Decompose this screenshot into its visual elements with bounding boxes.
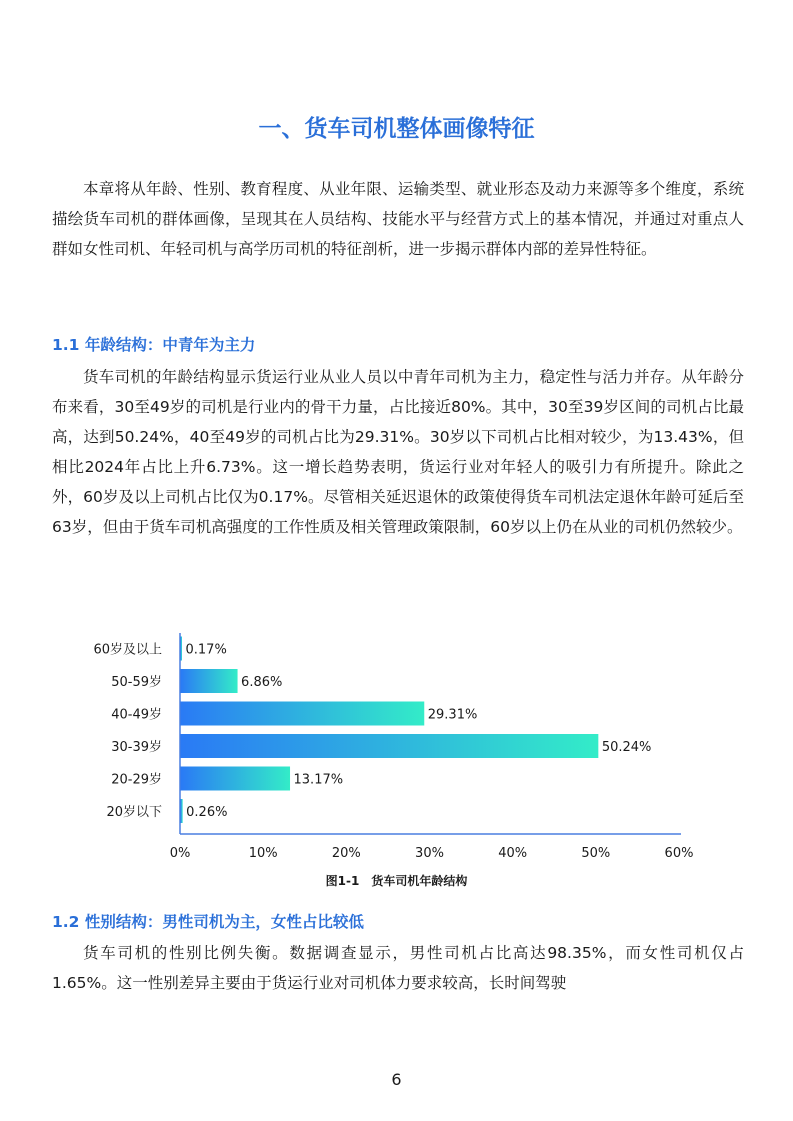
bar-3	[181, 734, 599, 758]
value-label-4: 13.17%	[293, 772, 344, 788]
x-tick-label-1: 10%	[248, 846, 278, 861]
value-label-3: 50.24%	[601, 740, 652, 755]
x-tick-label-6: 60%	[664, 846, 694, 861]
x-tick-label-5: 50%	[581, 846, 611, 861]
bar-4	[181, 767, 291, 791]
section-heading-age: 1.1 年龄结构：中青年为主力	[52, 336, 256, 354]
category-label-5: 20岁以下	[106, 805, 162, 820]
age-bar-chart-svg	[60, 625, 760, 865]
category-label-3: 30-39岁	[111, 740, 162, 755]
bar-2	[181, 702, 425, 726]
page-title: 一、货车司机整体画像特征	[258, 116, 535, 142]
value-label-5: 0.26%	[186, 805, 228, 820]
x-tick-label-4: 40%	[498, 846, 528, 861]
age-structure-chart	[60, 625, 760, 865]
x-tick-label-3: 30%	[415, 846, 444, 861]
bar-0	[181, 637, 183, 661]
category-label-0: 60岁及以上	[93, 642, 162, 658]
bar-1	[181, 669, 238, 693]
intro-paragraph: 本章将从年龄、性别、教育程度、从业年限、运输类型、就业形态及动力来源等多个维度，系统描绘货车司机的群体画像，呈现其在人员结构、技能水平与经营方式上的基本情况，并通过对重点人群如女性司机、年轻司机与高学历司机的特征剖析，进一步揭示群体内部的差异性特征。	[52, 180, 744, 258]
category-label-1: 50-59岁	[111, 675, 162, 690]
chart-caption: 图1-1 货车司机年龄结构	[325, 874, 468, 888]
section-body-age: 货车司机的年龄结构显示货运行业从业人员以中青年司机为主力，稳定性与活力并存。从年龄分布来看，30至49岁的司机是行业内的骨干力量，占比接近80%。其中，30至39岁区间的司机占比最高，达到50.24%，40至49岁的司机占比为29.31%。30岁以下司机占比相对较少，为13.43%，但相比2024年占比上升6.73%。这一增长趋势表明，货运行业对年轻人的吸引力有所提升。除此之外，60岁及以上司机占比仅为0.17%。尽管相关延迟退休的政策使得货车司机法定退休年龄可延后至63岁，但由于货车司机高强度的工作性质及相关管理政策限制，60岁以上仍在从业的司机仍然较少。	[52, 368, 744, 536]
section-body-gender: 货车司机的性别比例失衡。数据调查显示，男性司机占比高达98.35%，而女性司机仅占1.65%。这一性别差异主要由于货运行业对司机体力要求较高，长时间驾驶	[52, 944, 744, 992]
value-label-2: 29.31%	[427, 707, 478, 723]
value-label-0: 0.17%	[185, 642, 227, 658]
value-label-1: 6.86%	[241, 675, 283, 690]
bar-5	[181, 799, 183, 823]
category-label-4: 20-29岁	[111, 772, 162, 788]
x-tick-label-2: 20%	[331, 846, 361, 861]
category-label-2: 40-49岁	[111, 707, 162, 723]
section-heading-gender: 1.2 性别结构：男性司机为主，女性占比较低	[52, 913, 364, 931]
x-tick-label-0: 0%	[169, 846, 191, 861]
page-number: 6	[391, 1070, 402, 1089]
